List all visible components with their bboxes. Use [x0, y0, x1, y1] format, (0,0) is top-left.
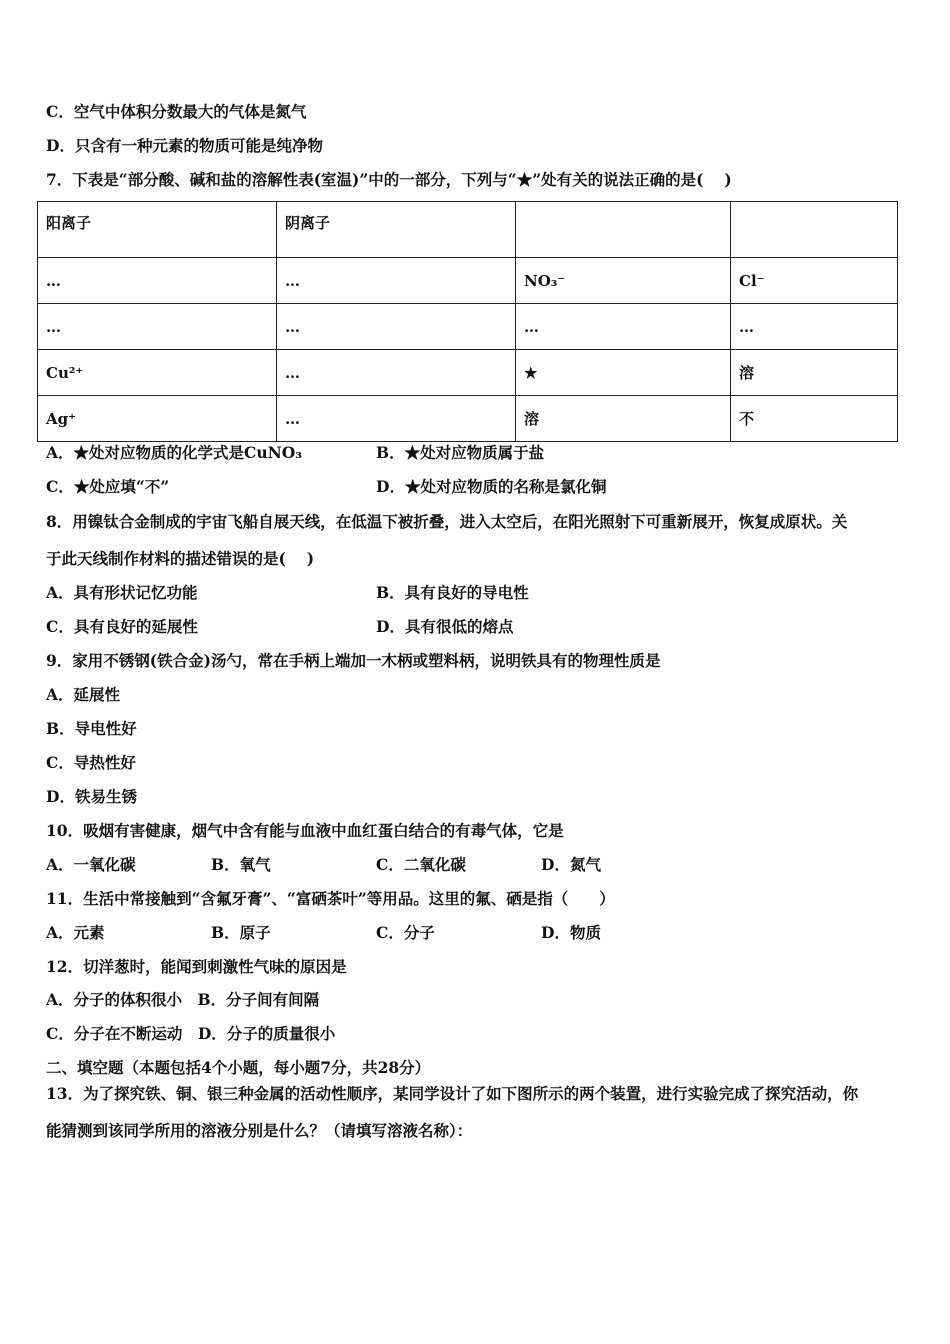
table-row	[38, 350, 898, 396]
table-cell-silver: Ag⁺	[38, 396, 277, 442]
table-cell	[516, 202, 731, 258]
q9-option-a: A．延展性	[46, 685, 121, 704]
section-2-heading: 二、填空题（本题包括4个小题，每小题7分，共28分）	[46, 1058, 431, 1077]
q8-option-d: D．具有很低的熔点	[376, 617, 514, 636]
q8-option-a: A．具有形状记忆功能	[46, 583, 198, 602]
table-cell: 溶	[731, 350, 898, 396]
q11-option-d: D．物质	[541, 923, 601, 942]
table-cell: …	[277, 258, 516, 304]
q8-option-b: B．具有良好的导电性	[376, 583, 529, 602]
table-cell-nitrate: NO₃⁻	[516, 258, 731, 304]
q12-options-cd: C．分子在不断运动 D．分子的质量很小	[46, 1024, 336, 1043]
q8-stem-line2: 于此天线制作材料的描述错误的是( )	[46, 549, 315, 568]
table-row	[38, 396, 898, 442]
table-cell-star: ★	[516, 350, 731, 396]
table-cell: 阴离子	[277, 202, 516, 258]
q9-option-c: C．导热性好	[46, 753, 136, 772]
q9-option-b: B．导电性好	[46, 719, 137, 738]
q11-option-b: B．原子	[211, 923, 271, 942]
q10-option-a: A．一氧化碳	[46, 855, 136, 874]
q8-stem-line1: 8．用镍钛合金制成的宇宙飞船自展天线，在低温下被折叠，进入太空后，在阳光照射下可重新展开，恢复成原状。关	[46, 512, 848, 531]
q6-option-d: D．只含有一种元素的物质可能是纯净物	[46, 136, 323, 155]
table-row	[38, 258, 898, 304]
table-cell: 不	[731, 396, 898, 442]
q11-stem: 11．生活中常接触到“含氟牙膏”、“富硒茶叶”等用品。这里的氟、硒是指（ ）	[46, 889, 615, 908]
q6-option-c: C．空气中体积分数最大的气体是氮气	[46, 102, 307, 121]
table-row	[38, 202, 898, 258]
table-row	[38, 304, 898, 350]
q10-stem: 10．吸烟有害健康，烟气中含有能与血液中血红蛋白结合的有毒气体，它是	[46, 821, 564, 840]
q13-stem-line2: 能猜测到该同学所用的溶液分别是什么？（请填写溶液名称）：	[46, 1121, 473, 1140]
q10-option-b: B．氧气	[211, 855, 271, 874]
table-cell: …	[38, 304, 277, 350]
solubility-table	[37, 201, 898, 442]
table-cell	[731, 202, 898, 258]
table-cell: …	[516, 304, 731, 350]
q11-option-c: C．分子	[376, 923, 435, 942]
q9-stem: 9．家用不锈钢(铁合金)汤勺，常在手柄上端加一木柄或塑料柄，说明铁具有的物理性质是	[46, 651, 661, 670]
q7-option-a: A．★处对应物质的化学式是CuNO₃	[46, 443, 303, 462]
q12-stem: 12．切洋葱时，能闻到刺激性气味的原因是	[46, 957, 347, 976]
q8-option-c: C．具有良好的延展性	[46, 617, 198, 636]
table-cell: …	[277, 396, 516, 442]
q7-stem: 7．下表是“部分酸、碱和盐的溶解性表(室温)”中的一部分，下列与“★”处有关的说法正确的是( )	[46, 170, 732, 189]
q10-option-c: C．二氧化碳	[376, 855, 466, 874]
q7-option-c: C．★处应填“不”	[46, 477, 170, 496]
q7-option-d: D．★处对应物质的名称是氯化铜	[376, 477, 607, 496]
table-cell-chloride: Cl⁻	[731, 258, 898, 304]
q10-option-d: D．氮气	[541, 855, 601, 874]
table-cell: 溶	[516, 396, 731, 442]
q7-option-b: B．★处对应物质属于盐	[376, 443, 545, 462]
q9-option-d: D．铁易生锈	[46, 787, 137, 806]
q12-options-ab: A．分子的体积很小 B．分子间有间隔	[46, 990, 320, 1009]
table-cell: …	[277, 350, 516, 396]
table-cell: …	[731, 304, 898, 350]
q11-option-a: A．元素	[46, 923, 105, 942]
table-cell: …	[38, 258, 277, 304]
table-cell-copper: Cu²⁺	[38, 350, 277, 396]
table-cell: 阳离子	[38, 202, 277, 258]
q13-stem-line1: 13．为了探究铁、铜、银三种金属的活动性顺序，某同学设计了如下图所示的两个装置，进行实验完成了探究活动，你	[46, 1084, 859, 1103]
table-cell: …	[277, 304, 516, 350]
